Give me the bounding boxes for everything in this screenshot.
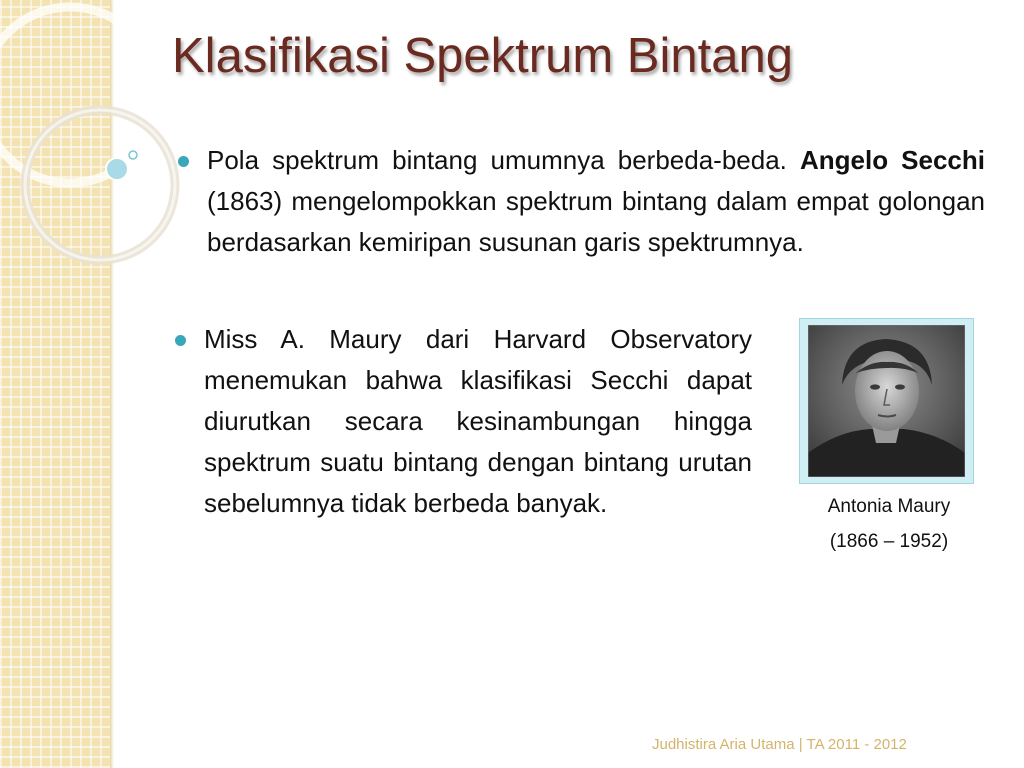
secchi-name: Angelo Secchi — [799, 145, 986, 175]
antonia-maury-portrait — [808, 325, 965, 477]
bullet-text-maury: Miss A. Maury dari Harvard Observatory menemukan bahwa klasifikasi Secchi dapat diurutkan secara kesinambungan hingga spektrum suatu bintang dengan bintang urutan sebelumnya tidak berbeda banyak. — [204, 324, 752, 518]
slide-footer: Judhistira Aria Utama | TA 2011 - 2012 — [652, 736, 907, 753]
bullet-icon — [175, 335, 186, 346]
portrait-caption-name: Antonia Maury — [827, 496, 951, 517]
bullet-text-secchi — [207, 140, 985, 263]
slide-title: Klasifikasi Spektrum Bintang — [172, 29, 793, 83]
secchi-text-after: (1863) mengelompokkan spektrum bintang dalam empat golongan berdasarkan kemiripan susunan garis spektrumnya. — [207, 186, 985, 257]
portrait-caption-years: (1866 – 1952) — [829, 531, 949, 552]
portrait-frame — [799, 318, 974, 484]
sidebar-edge — [110, 0, 114, 768]
secchi-text-before: Pola spektrum bintang umumnya berbeda-beda. — [207, 145, 800, 175]
bullet-icon — [178, 156, 189, 167]
decorative-sidebar — [0, 0, 113, 768]
